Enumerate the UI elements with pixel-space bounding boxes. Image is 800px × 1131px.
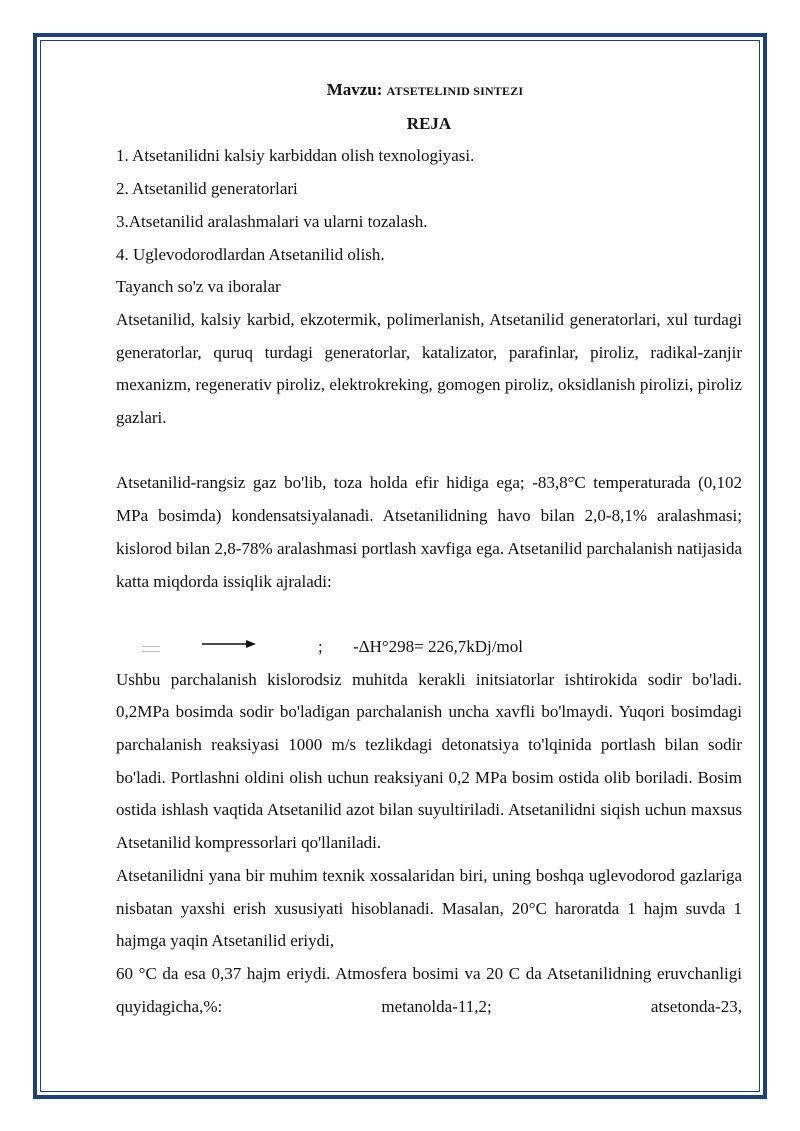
- document-title: [108, 74, 742, 108]
- paragraph-decomposition: Ushbu parchalanish kislorodsiz muhitda kerakli initsiatorlar ishtirokida sodir bo'ladi. 0,2MPa bosimda sodir bo'ladigan parchalanish uncha xavfli bo'lmaydi. Yuqori bosimdagi parchalanish reaksiyasi 1000 m/s tezlikdagi detonatsiya to'lqinida portlash bilan sodir bo'ladi. Portlashni oldini olish uchun reaksiyani 0,2 MPa bosim ostida olib boriladi. Bosim ostida ishlash vaqtida Atsetanilid azot bilan suyultiriladi. Atsetanilidni siqish uchun maxsus Atsetanilid kompressorlari qo'llaniladi.: [116, 669, 742, 853]
- reaction-arrow-icon: [202, 636, 256, 652]
- equation-placeholder-mark: [142, 646, 160, 652]
- formula-enthalpy: -ΔH°298= 226,7kDj/mol: [353, 636, 523, 656]
- formula-separator: ;: [318, 636, 323, 656]
- paragraph-solubility: Atsetanilidni yana bir muhim texnik xossalaridan biri, uning boshqa uglevodorod gazlariga nisbatan yaxshi erish xususiyati hisoblanadi. Masalan, 20°C haroratda 1 hajm suvda 1 hajmga yaqin Atsetanilid eriydi,: [116, 865, 742, 951]
- keywords-heading: Tayanch so'z va iboralar: [116, 277, 281, 297]
- plan-item-1: 1. Atsetanilidni kalsiy karbiddan olish texnologiyasi.: [116, 146, 475, 166]
- spacer: [116, 435, 742, 468]
- paragraph-solubility-values: 60 °C da esa 0,37 hajm eriydi. Atmosfera bosimi va 20 C da Atsetanilidning eruvchanligi quyidagicha,%: metanolda-11,2; atsetonda-23,: [116, 963, 742, 1016]
- document-body: [116, 74, 742, 1023]
- keywords-text: Atsetanilid, kalsiy karbid, ekzotermik, polimerlanish, Atsetanilid generatorlari, xul turdagi generatorlar, quruq turdagi generatorlar, katalizator, parafinlar, piroliz, radikal-zanjir mexanizm, regenerativ piroliz, elektrokreking, gomogen piroliz, oksidlanish pirolizi, piroliz gazlari.: [116, 309, 742, 428]
- title-subject: ATSETELINID SINTEZI: [386, 84, 524, 98]
- plan-item-4: 4. Uglevodorodlardan Atsetanilid olish.: [116, 244, 385, 264]
- paragraph-properties: Atsetanilid-rangsiz gaz bo'lib, toza holda efir hidiga ega; -83,8°C temperaturada (0,102 MPa bosimda) kondensatsiyalanadi. Atsetanilidning havo bilan 2,0-8,1% aralashmasi; kislorod bilan 2,8-78% aralashmasi portlash xavfiga ega. Atsetanilid parchalanish natijasida katta miqdorda issiqlik ajraladi:: [116, 473, 742, 591]
- spacer: [116, 598, 742, 631]
- plan-item-2: 2. Atsetanilid generatorlari: [116, 179, 298, 199]
- plan-item-3: 3.Atsetanilid aralashmalari va ularni tozalash.: [116, 211, 428, 231]
- reaction-equation: [116, 631, 742, 664]
- plan-heading: REJA: [406, 113, 452, 133]
- title-label: Mavzu:: [326, 80, 383, 99]
